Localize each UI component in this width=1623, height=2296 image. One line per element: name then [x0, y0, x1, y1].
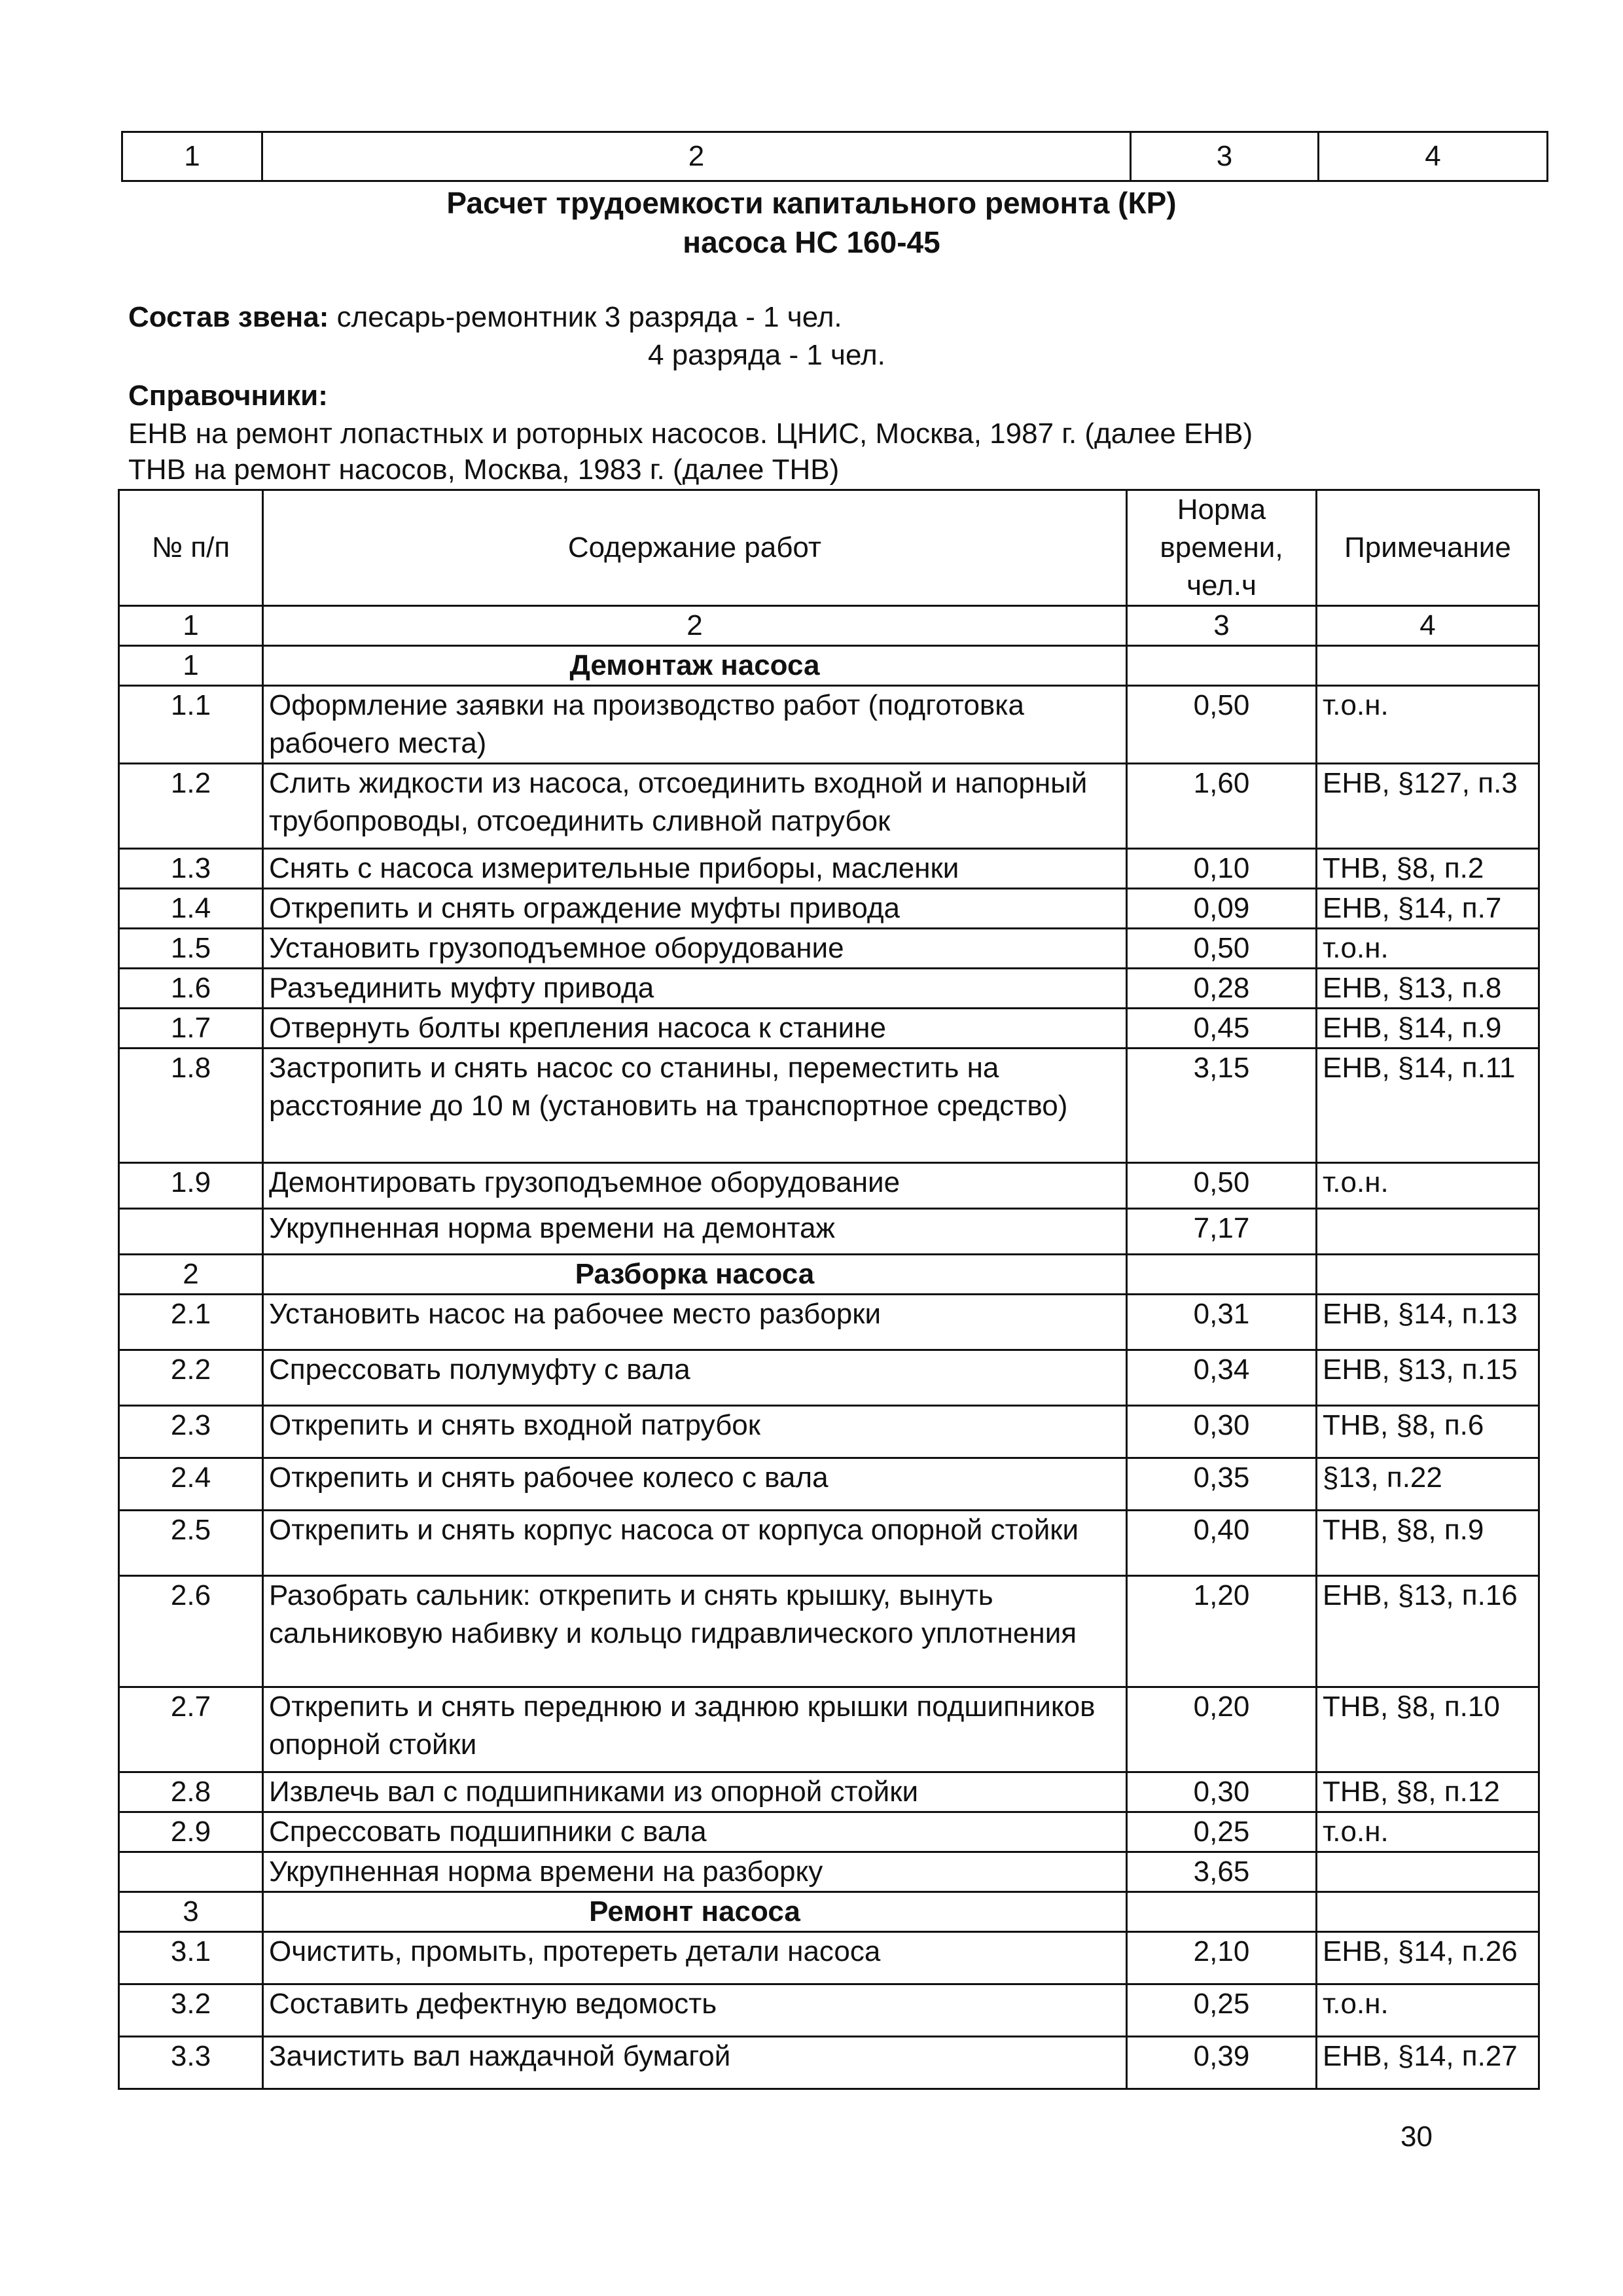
work-description: Установить насос на рабочее место разборки [263, 1295, 1127, 1350]
work-description: Установить грузоподъемное оборудование [263, 929, 1127, 969]
crew-composition-1: слесарь-ремонтник 3 разряда - 1 чел. [329, 301, 842, 333]
note: ТНВ, §8, п.12 [1317, 1772, 1539, 1812]
work-description: Открепить и снять корпус насоса от корпуса опорной стойки [263, 1511, 1127, 1576]
time-norm: 0,50 [1127, 686, 1317, 764]
section-row [119, 646, 1539, 686]
table-row [119, 1458, 1539, 1511]
note: ТНВ, §8, п.9 [1317, 1511, 1539, 1576]
row-number: 3.1 [119, 1932, 263, 1984]
time-norm: 0,09 [1127, 889, 1317, 929]
header-number: № п/п [119, 490, 263, 606]
table-row [119, 1812, 1539, 1852]
work-description: Разобрать сальник: открепить и снять крышку, вынуть сальниковую набивку и кольцо гидравлического уплотнения [263, 1576, 1127, 1687]
table-row [119, 1576, 1539, 1687]
work-description: Слить жидкости из насоса, отсоединить входной и напорный трубопроводы, отсоединить сливной патрубок [263, 764, 1127, 849]
table-row [119, 929, 1539, 969]
time-norm: 0,50 [1127, 1163, 1317, 1209]
crew-composition-2: 4 разряда - 1 чел. [648, 339, 885, 371]
row-number: 1.6 [119, 969, 263, 1009]
table-row [119, 1852, 1539, 1892]
note [1317, 646, 1539, 686]
row-number: 2.2 [119, 1350, 263, 1406]
time-norm [1127, 1255, 1317, 1295]
table-row [119, 1009, 1539, 1049]
row-number: 2.3 [119, 1406, 263, 1458]
note: §13, п.22 [1317, 1458, 1539, 1511]
table-row [119, 1406, 1539, 1458]
document-title: Расчет трудоемкости капитального ремонта (КР) [446, 186, 1177, 220]
time-norm: 0,50 [1127, 929, 1317, 969]
row-number: 1.7 [119, 1009, 263, 1049]
crew-line-1 [128, 299, 842, 336]
time-norm [1127, 646, 1317, 686]
work-description: Оформление заявки на производство работ (подготовка рабочего места) [263, 686, 1127, 764]
table-row [119, 1049, 1539, 1163]
time-norm: 7,17 [1127, 1209, 1317, 1255]
work-description: Ремонт насоса [263, 1892, 1127, 1932]
header-note: Примечание [1317, 490, 1539, 606]
labor-table [118, 489, 1540, 2090]
table-row [119, 849, 1539, 889]
page-number: 30 [1400, 2121, 1433, 2153]
time-norm [1127, 1892, 1317, 1932]
row-number: 2.1 [119, 1295, 263, 1350]
note [1317, 1209, 1539, 1255]
work-description: Открепить и снять входной патрубок [263, 1406, 1127, 1458]
top-header-strip [121, 131, 1548, 182]
note: ЕНВ, §127, п.3 [1317, 764, 1539, 849]
table-row [119, 1687, 1539, 1772]
section-row [119, 1892, 1539, 1932]
time-norm: 0,30 [1127, 1772, 1317, 1812]
column-number: 4 [1317, 606, 1539, 646]
work-description: Открепить и снять переднюю и заднюю крышки подшипников опорной стойки [263, 1687, 1127, 1772]
time-norm: 0,34 [1127, 1350, 1317, 1406]
work-description: Укрупненная норма времени на разборку [263, 1852, 1127, 1892]
time-norm: 1,20 [1127, 1576, 1317, 1687]
work-description: Демонтаж насоса [263, 646, 1127, 686]
note: т.о.н. [1317, 1984, 1539, 2037]
note [1317, 1892, 1539, 1932]
row-number: 3.2 [119, 1984, 263, 2037]
time-norm: 0,28 [1127, 969, 1317, 1009]
section-row [119, 1255, 1539, 1295]
top-header-cell: 3 [1131, 132, 1319, 181]
time-norm: 0,10 [1127, 849, 1317, 889]
note: ТНВ, §8, п.2 [1317, 849, 1539, 889]
note: ЕНВ, §13, п.16 [1317, 1576, 1539, 1687]
row-number: 2.9 [119, 1812, 263, 1852]
row-number: 1.4 [119, 889, 263, 929]
work-description: Составить дефектную ведомость [263, 1984, 1127, 2037]
note: т.о.н. [1317, 929, 1539, 969]
work-description: Очистить, промыть, протереть детали насоса [263, 1932, 1127, 1984]
work-description: Застропить и снять насос со станины, переместить на расстояние до 10 м (установить на транспортное средство) [263, 1049, 1127, 1163]
row-number: 1.3 [119, 849, 263, 889]
time-norm: 0,39 [1127, 2037, 1317, 2089]
table-row [119, 889, 1539, 929]
row-number: 3.3 [119, 2037, 263, 2089]
reference-enb: ЕНВ на ремонт лопастных и роторных насосов. ЦНИС, Москва, 1987 г. (далее ЕНВ) [128, 418, 1253, 450]
work-description: Снять с насоса измерительные приборы, масленки [263, 849, 1127, 889]
work-description: Зачистить вал наждачной бумагой [263, 2037, 1127, 2089]
time-norm: 0,25 [1127, 1984, 1317, 2037]
row-number: 2.5 [119, 1511, 263, 1576]
note: ЕНВ, §14, п.26 [1317, 1932, 1539, 1984]
crew-label: Состав звена: [128, 301, 329, 333]
note: ЕНВ, §14, п.11 [1317, 1049, 1539, 1163]
note: ЕНВ, §14, п.27 [1317, 2037, 1539, 2089]
reference-tnb: ТНВ на ремонт насосов, Москва, 1983 г. (далее ТНВ) [128, 454, 840, 486]
table-row [119, 1209, 1539, 1255]
note: ЕНВ, §13, п.15 [1317, 1350, 1539, 1406]
table-row [119, 1511, 1539, 1576]
work-description: Спрессовать подшипники с вала [263, 1812, 1127, 1852]
work-description: Извлечь вал с подшипниками из опорной стойки [263, 1772, 1127, 1812]
row-number [119, 1852, 263, 1892]
time-norm: 0,20 [1127, 1687, 1317, 1772]
table-row [119, 969, 1539, 1009]
work-description: Открепить и снять ограждение муфты привода [263, 889, 1127, 929]
row-number: 2 [119, 1255, 263, 1295]
table-row [119, 1932, 1539, 1984]
time-norm: 0,35 [1127, 1458, 1317, 1511]
work-description: Демонтировать грузоподъемное оборудование [263, 1163, 1127, 1209]
note: ТНВ, §8, п.6 [1317, 1406, 1539, 1458]
table-row [119, 2037, 1539, 2089]
work-description: Спрессовать полумуфту с вала [263, 1350, 1127, 1406]
table-row [119, 764, 1539, 849]
column-number: 1 [119, 606, 263, 646]
note: ЕНВ, §14, п.13 [1317, 1295, 1539, 1350]
note: т.о.н. [1317, 686, 1539, 764]
time-norm: 2,10 [1127, 1932, 1317, 1984]
document-subtitle: насоса НС 160-45 [683, 225, 940, 259]
note: ЕНВ, §14, п.9 [1317, 1009, 1539, 1049]
row-number: 1.2 [119, 764, 263, 849]
time-norm: 0,45 [1127, 1009, 1317, 1049]
column-number: 3 [1127, 606, 1317, 646]
row-number: 1.9 [119, 1163, 263, 1209]
row-number: 1 [119, 646, 263, 686]
table-row [119, 1295, 1539, 1350]
row-number [119, 1209, 263, 1255]
note: ТНВ, §8, п.10 [1317, 1687, 1539, 1772]
top-header-cell: 4 [1319, 132, 1548, 181]
references-label: Справочники: [128, 380, 328, 412]
row-number: 2.6 [119, 1576, 263, 1687]
row-number: 1.5 [119, 929, 263, 969]
time-norm: 3,15 [1127, 1049, 1317, 1163]
table-row [119, 1984, 1539, 2037]
time-norm: 1,60 [1127, 764, 1317, 849]
row-number: 2.4 [119, 1458, 263, 1511]
work-description: Разборка насоса [263, 1255, 1127, 1295]
row-number: 1.8 [119, 1049, 263, 1163]
top-header-cell: 1 [122, 132, 262, 181]
note [1317, 1852, 1539, 1892]
top-header-cell: 2 [262, 132, 1131, 181]
work-description: Разъединить муфту привода [263, 969, 1127, 1009]
row-number: 3 [119, 1892, 263, 1932]
work-description: Открепить и снять рабочее колесо с вала [263, 1458, 1127, 1511]
row-number: 2.8 [119, 1772, 263, 1812]
note: ЕНВ, §13, п.8 [1317, 969, 1539, 1009]
time-norm: 3,65 [1127, 1852, 1317, 1892]
note: ЕНВ, §14, п.7 [1317, 889, 1539, 929]
table-row [119, 1350, 1539, 1406]
time-norm: 0,40 [1127, 1511, 1317, 1576]
row-number: 2.7 [119, 1687, 263, 1772]
note [1317, 1255, 1539, 1295]
note: т.о.н. [1317, 1163, 1539, 1209]
table-row [119, 686, 1539, 764]
table-row [119, 1772, 1539, 1812]
table-row [119, 1163, 1539, 1209]
work-description: Укрупненная норма времени на демонтаж [263, 1209, 1127, 1255]
time-norm: 0,25 [1127, 1812, 1317, 1852]
time-norm: 0,30 [1127, 1406, 1317, 1458]
note: т.о.н. [1317, 1812, 1539, 1852]
time-norm: 0,31 [1127, 1295, 1317, 1350]
column-number: 2 [263, 606, 1127, 646]
header-norm: Норма времени, чел.ч [1127, 490, 1317, 606]
work-description: Отвернуть болты крепления насоса к станине [263, 1009, 1127, 1049]
row-number: 1.1 [119, 686, 263, 764]
header-work: Содержание работ [263, 490, 1127, 606]
